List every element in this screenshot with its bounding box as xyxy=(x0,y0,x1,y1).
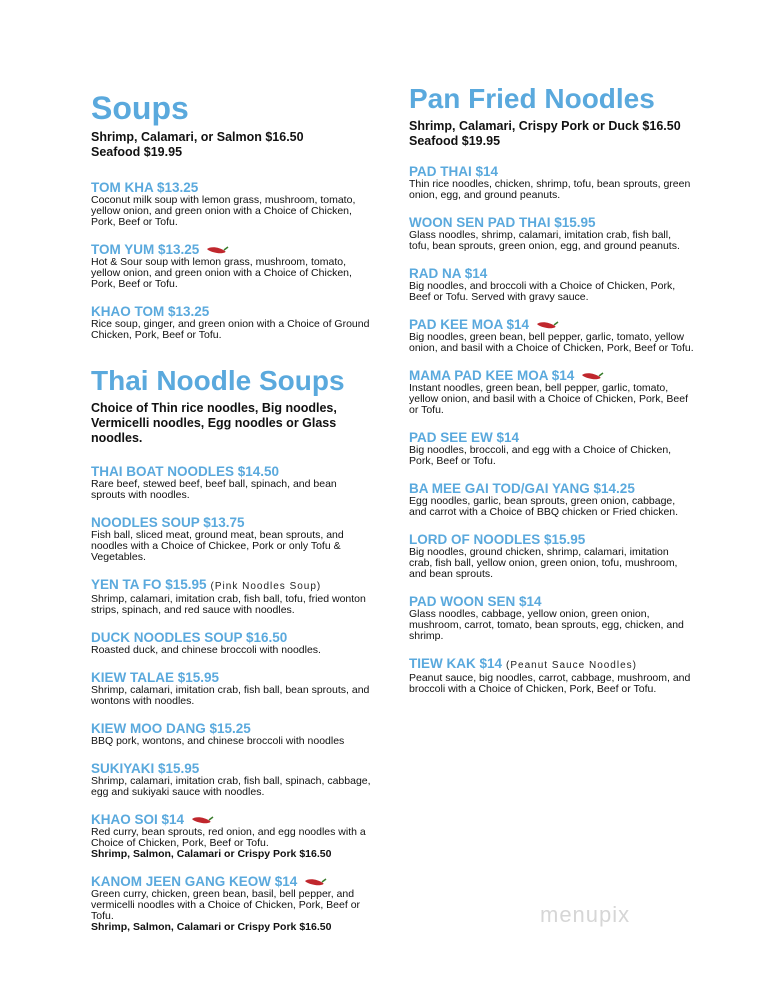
item-name: DUCK NOODLES SOUP $16.50 xyxy=(91,630,288,645)
item-name-text: TIEW KAK $14 xyxy=(409,656,503,671)
item-name xyxy=(91,874,371,889)
item-name xyxy=(91,242,371,257)
menu-item xyxy=(91,761,371,798)
item-name: THAI BOAT NOODLES $14.50 xyxy=(91,464,280,479)
menu-item xyxy=(91,515,371,563)
item-name: PAD THAI $14 xyxy=(409,164,499,179)
item-desc: Rice soup, ginger, and green onion with a Choice of Ground Chicken, Pork, Beef or Tofu. xyxy=(91,318,370,341)
item-desc: Hot & Sour soup with lemon grass, mushroom, tomato, yellow onion, and green onion with a Choice of Chicken, Pork, Beef or Tofu. xyxy=(91,256,352,290)
item-extra-price: Shrimp, Salmon, Calamari or Crispy Pork $16.50 xyxy=(91,921,332,933)
item-desc: Green curry, chicken, green bean, basil, bell pepper, and vermicelli noodles with a Choice of Chicken, Pork, Beef or Tofu. xyxy=(91,888,361,922)
menu-item xyxy=(91,304,371,341)
item-name: BA MEE GAI TOD/GAI YANG $14.25 xyxy=(409,481,635,496)
item-name: PAD WOON SEN $14 xyxy=(409,594,542,609)
menu-item xyxy=(409,594,694,642)
item-desc: Glass noodles, shrimp, calamari, imitation crab, fish ball, tofu, bean sprouts, green onion, egg, and ground peanuts. xyxy=(409,229,680,252)
soups-price-line: Seafood $19.95 xyxy=(91,145,183,159)
item-desc: Peanut sauce, big noodles, carrot, cabbage, mushroom, and broccoli with a Choice of Chicken, Pork, Beef or Tofu. xyxy=(409,672,691,695)
menu-item xyxy=(409,656,694,695)
pan-fried-heading: Pan Fried Noodles xyxy=(409,83,655,114)
soups-heading: Soups xyxy=(91,90,189,126)
chili-pepper-icon xyxy=(205,245,229,255)
menu-item xyxy=(409,215,694,252)
item-name-text: YEN TA FO $15.95 xyxy=(91,577,207,592)
menu-item xyxy=(91,577,371,616)
item-name: KIEW TALAE $15.95 xyxy=(91,670,220,685)
item-name: WOON SEN PAD THAI $15.95 xyxy=(409,215,596,230)
item-name: TOM KHA $13.25 xyxy=(91,180,199,195)
item-name: KIEW MOO DANG $15.25 xyxy=(91,721,251,736)
item-desc: BBQ pork, wontons, and chinese broccoli with noodles xyxy=(91,735,345,747)
item-name xyxy=(409,317,694,332)
item-desc: Shrimp, calamari, imitation crab, fish ball, spinach, cabbage, egg and sukiyaki sauce with noodles. xyxy=(91,775,371,798)
item-desc: Big noodles, green bean, bell pepper, garlic, tomato, yellow onion, and basil with a Choice of Chicken, Pork, Beef or Tofu. xyxy=(409,331,694,354)
item-name: SUKIYAKI $15.95 xyxy=(91,761,200,776)
chili-pepper-icon xyxy=(190,815,214,825)
menu-item xyxy=(409,317,694,354)
menu-item xyxy=(409,481,694,518)
item-desc: Big noodles, broccoli, and egg with a Choice of Chicken, Pork, Beef or Tofu. xyxy=(409,444,672,467)
item-name-text: MAMA PAD KEE MOA $14 xyxy=(409,368,575,383)
item-name xyxy=(409,368,694,383)
item-name xyxy=(91,577,371,594)
item-name-text: TOM YUM $13.25 xyxy=(91,242,200,257)
item-name: RAD NA $14 xyxy=(409,266,488,281)
item-name xyxy=(409,656,694,673)
menu-item xyxy=(409,164,694,201)
chili-pepper-icon xyxy=(303,877,327,887)
menu-item xyxy=(91,874,371,933)
right-column xyxy=(409,85,694,695)
item-note: (Peanut Sauce Noodles) xyxy=(506,660,637,671)
menu-item xyxy=(91,721,371,747)
left-column xyxy=(91,92,371,933)
item-desc: Rare beef, stewed beef, beef ball, spinach, and bean sprouts with noodles. xyxy=(91,478,337,501)
item-desc: Thin rice noodles, chicken, shrimp, tofu, bean sprouts, green onion, egg, and ground peanuts. xyxy=(409,178,691,201)
item-name-text: KANOM JEEN GANG KEOW $14 xyxy=(91,874,298,889)
menu-item xyxy=(409,430,694,467)
item-desc: Egg noodles, garlic, bean sprouts, green onion, cabbage, and carrot with a Choice of BBQ chicken or Fried chicken. xyxy=(409,495,679,518)
item-desc: Fish ball, sliced meat, ground meat, bean sprouts, and noodles with a Choice of Chickee, Pork or only Tofu & Vegetables. xyxy=(91,529,344,563)
item-desc: Big noodles, ground chicken, shrimp, calamari, imitation crab, fish ball, yellow onion, green onion, tofu, mushroom, and bean sprouts. xyxy=(409,546,678,580)
menu-item xyxy=(91,670,371,707)
item-desc: Shrimp, calamari, imitation crab, fish ball, bean sprouts, and wontons with noodles. xyxy=(91,684,370,707)
item-name-text: KHAO SOI $14 xyxy=(91,812,185,827)
pan-fried-price-line: Seafood $19.95 xyxy=(409,134,501,148)
item-desc: Roasted duck, and chinese broccoli with noodles. xyxy=(91,644,321,656)
menu-item xyxy=(91,630,371,656)
chili-pepper-icon xyxy=(580,371,604,381)
item-name-text: PAD KEE MOA $14 xyxy=(409,317,530,332)
pan-fried-prices xyxy=(409,119,694,149)
item-name: PAD SEE EW $14 xyxy=(409,430,520,445)
menu-item xyxy=(409,266,694,303)
item-desc: Big noodles, and broccoli with a Choice of Chicken, Pork, Beef or Tofu. Served with gravy sauce. xyxy=(409,280,676,303)
item-desc: Coconut milk soup with lemon grass, mushroom, tomato, yellow onion, and green onion with a Choice of Chicken, Pork, Beef or Tofu. xyxy=(91,194,356,228)
menu-item xyxy=(91,812,371,860)
item-name xyxy=(91,812,371,827)
item-name: NOODLES SOUP $13.75 xyxy=(91,515,245,530)
item-name: LORD OF NOODLES $15.95 xyxy=(409,532,586,547)
item-desc: Instant noodles, green bean, bell pepper, garlic, tomato, yellow onion, and basil with a Choice of Chicken, Pork, Beef or Tofu. xyxy=(409,382,688,416)
menu-item xyxy=(91,464,371,501)
menu-item xyxy=(91,242,371,290)
soups-prices xyxy=(91,130,371,160)
item-desc: Glass noodles, cabbage, yellow onion, green onion, mushroom, carrot, tomato, bean sprouts, egg, chicken, and shrimp. xyxy=(409,608,684,642)
item-note: (Pink Noodles Soup) xyxy=(210,581,322,592)
pan-fried-price-line: Shrimp, Calamari, Crispy Pork or Duck $16.50 xyxy=(409,119,681,133)
watermark: menupix xyxy=(540,902,631,927)
noodle-soups-heading: Thai Noodle Soups xyxy=(91,365,345,396)
item-desc: Shrimp, calamari, imitation crab, fish ball, tofu, fried wonton strips, spinach, and red sauce with noodles. xyxy=(91,593,366,616)
menu-item xyxy=(91,180,371,228)
item-desc: Red curry, bean sprouts, red onion, and egg noodles with a Choice of Chicken, Pork, Beef or Tofu. xyxy=(91,826,366,849)
menu-item xyxy=(409,532,694,580)
item-extra-price: Shrimp, Salmon, Calamari or Crispy Pork $16.50 xyxy=(91,848,332,860)
noodle-choice: Choice of Thin rice noodles, Big noodles, Vermicelli noodles, Egg noodles or Glass noodles. xyxy=(91,401,337,445)
item-name: KHAO TOM $13.25 xyxy=(91,304,210,319)
menu-item xyxy=(409,368,694,416)
chili-pepper-icon xyxy=(535,320,559,330)
soups-price-line: Shrimp, Calamari, or Salmon $16.50 xyxy=(91,130,304,144)
noodle-soups-section xyxy=(91,367,371,933)
